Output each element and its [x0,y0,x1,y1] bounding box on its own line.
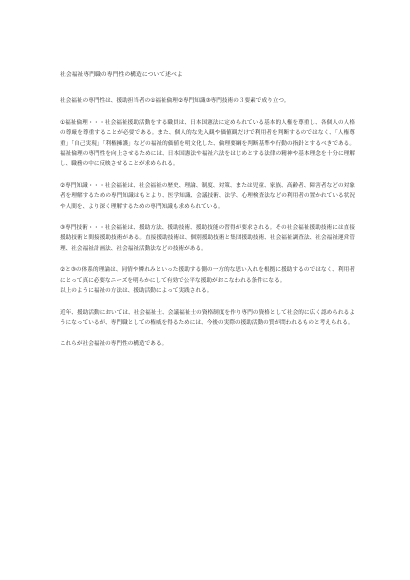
paragraph-intro: 社会福祉の専門性は、援助担当者の①福祉倫理②専門知識③専門技術の３要素で成り立つ。 [60,98,290,105]
paragraph-recent-years: 近年、援助活動においては、社会福祉士、会議福祉士の資格制度を作り専門の資格として社会的に広く認められるようになっているが、専門職としての権威を得るためには、今後の実際の援助活動の質が問われるものと考えられる。 [60,309,355,326]
document-title: 社会福祉専門職の専門性の構造について述べよ [60,72,183,78]
paragraph-welfare-method: 以上のように福祉の方法は、援助活動によって実践される。 [60,288,213,295]
paragraph-welfare-ethics: ①福祉倫理・・・社会福祉援助活動をする職員は、日本国憲法に定められている基本的人権を尊重し、各個人の人格の尊厳を尊重することが必要である。また、個人的な先入観や価値観だけで利用者を判断するのではなく、「人権尊重」「自己実現」「利権擁護」などの福祉的価値を明文化した、倫理要綱を判断基準や行動の指針とするべきである。福祉倫理の専門性を向上させるためには、日本国憲法や福祉六法をはじめとする法律の精神や基本理念を十分に理解し、職務の中に反映させることが求められる。 [60,119,355,168]
paragraph-systematic-theory: ②と③の体系的理論は、同情や憐れみといった援助する側の一方的な思い入れを根拠に援助するのではなく、利用者にとって真に必要なニーズを明らかにして有効で公平な援助がおこなわれる条件になる。 [60,267,355,284]
paragraph-expert-knowledge: ②専門知識・・・社会福祉は、社会福祉の歴史、理論、制度、対策、または児童、家族、高齢者、障害者などの対象者を理解するための専門知識はもとより、医学知識、会議技術、法学、心理検査法などの利用者の置かれている状況や人間を、より深く理解するための専門知識も求められている。 [60,182,355,210]
document-body [60,70,355,361]
paragraph-expert-skills: ③専門技術・・・社会福祉は、援助方法、援助技術、援助技能の習得が要求される。その社会福祉援助技術には直接援助技術と間接援助技術がある。直接援助技術は、個別援助技術と集団援助技術、社会福祉調査法、社会福祉運営管理、社会福祉計画法、社会福祉活動法などの技術がある。 [60,225,355,252]
paragraph-conclusion: これらが社会福祉の専門性の構造である。 [60,341,168,348]
